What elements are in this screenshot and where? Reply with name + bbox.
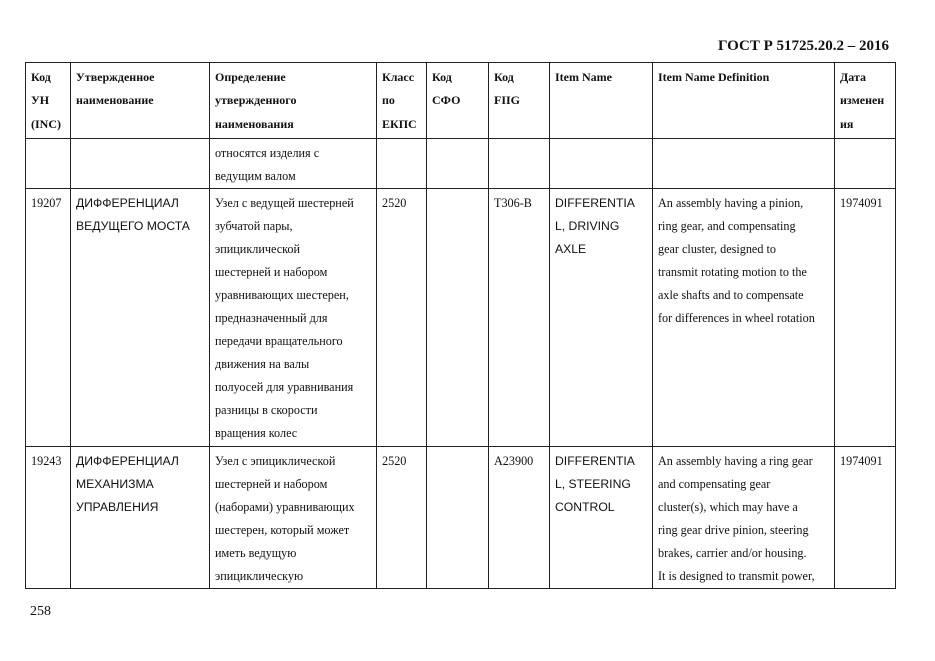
- table-row: [26, 188, 896, 446]
- header-item-name-definition: Item Name Definition: [653, 63, 835, 139]
- cell-code-sfo: [427, 188, 489, 446]
- header-item-name: Item Name: [550, 63, 653, 139]
- cell-change-date: 1974091: [835, 188, 896, 446]
- cell-definition: Узел с эпициклической шестерней и набором (наборами) уравнивающих шестерен, который может иметь ведущую эпициклическую: [210, 446, 377, 588]
- cell-approved-name: ДИФФЕРЕНЦИАЛ МЕХАНИЗМА УПРАВЛЕНИЯ: [71, 446, 210, 588]
- cell-item-name-definition: An assembly having a pinion, ring gear, and compensating gear cluster, designed to transmit rotating motion to the axle shafts and to compensate for differences in wheel rotation: [653, 188, 835, 446]
- cell-code-fiig: [489, 138, 550, 188]
- document-header: ГОСТ Р 51725.20.2 – 2016: [717, 38, 889, 54]
- item-names-table: [25, 62, 896, 589]
- cell-class-ekps: [377, 138, 427, 188]
- page-number: 258: [30, 604, 51, 619]
- table-row: [26, 138, 896, 188]
- header-code-sfo: Код СФО: [427, 63, 489, 139]
- table-header-row: [26, 63, 896, 139]
- cell-code-fiig: T306-B: [489, 188, 550, 446]
- cell-item-name: [550, 138, 653, 188]
- table-row: [26, 446, 896, 588]
- header-definition: Определение утвержденного наименования: [210, 63, 377, 139]
- cell-definition: относятся изделия с ведущим валом: [210, 138, 377, 188]
- cell-item-name-definition: An assembly having a ring gear and compensating gear cluster(s), which may have a ring gear drive pinion, steering brakes, carrier and/or housing. It is designed to transmit power,: [653, 446, 835, 588]
- header-approved-name: Утвержденное наименование: [71, 63, 210, 139]
- cell-definition: Узел с ведущей шестерней зубчатой пары, эпициклической шестерней и набором уравнивающих шестерен, предназначенный для передачи вращательного движения на валы полуосей для уравнивания разницы в скорости вращения колес: [210, 188, 377, 446]
- header-code-inc: Код УН (INC): [26, 63, 71, 139]
- cell-item-name-definition: [653, 138, 835, 188]
- cell-item-name: DIFFERENTIA L, DRIVING AXLE: [550, 188, 653, 446]
- cell-item-name: DIFFERENTIA L, STEERING CONTROL: [550, 446, 653, 588]
- cell-code-inc: 19207: [26, 188, 71, 446]
- cell-approved-name: [71, 138, 210, 188]
- cell-change-date: 1974091: [835, 446, 896, 588]
- cell-code-inc: 19243: [26, 446, 71, 588]
- header-change-date: Дата изменен ия: [835, 63, 896, 139]
- header-code-fiig: Код FIIG: [489, 63, 550, 139]
- cell-code-fiig: A23900: [489, 446, 550, 588]
- cell-approved-name: ДИФФЕРЕНЦИАЛ ВЕДУЩЕГО МОСТА: [71, 188, 210, 446]
- cell-code-sfo: [427, 446, 489, 588]
- cell-class-ekps: 2520: [377, 188, 427, 446]
- cell-class-ekps: 2520: [377, 446, 427, 588]
- cell-code-inc: [26, 138, 71, 188]
- cell-code-sfo: [427, 138, 489, 188]
- cell-change-date: [835, 138, 896, 188]
- header-class-ekps: Класс по ЕКПС: [377, 63, 427, 139]
